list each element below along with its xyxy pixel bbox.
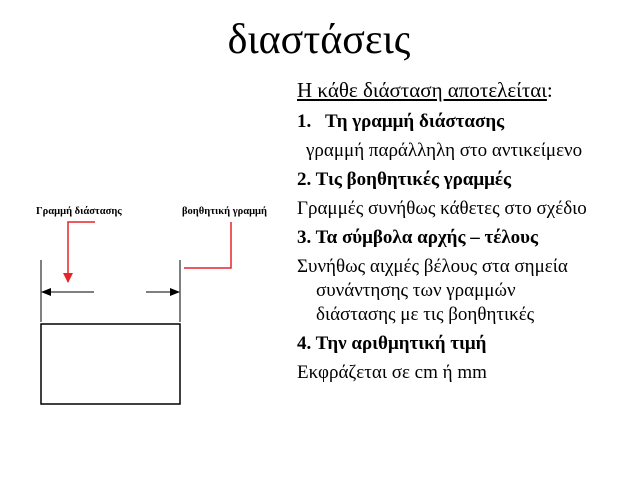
dimension-diagram bbox=[0, 0, 290, 420]
item1-number: 1. bbox=[297, 111, 312, 132]
label-dimension-line: Γραμμή διάστασης bbox=[36, 206, 122, 217]
intro-line bbox=[297, 77, 635, 110]
item3-description-line3: διάστασης με τις βοηθητικές bbox=[316, 304, 535, 325]
pointer-arrow-extension-line bbox=[184, 222, 231, 268]
item4-heading: 4. Την αριθμητική τιμή bbox=[297, 333, 487, 354]
intro-colon: : bbox=[546, 78, 553, 102]
item1-description: γραμμή παράλληλη στο αντικείμενο bbox=[306, 140, 583, 161]
item4-description: Εκφράζεται σε cm ή mm bbox=[297, 362, 487, 383]
item1-title: Τη γραμμή διάστασης bbox=[325, 111, 505, 132]
item1-heading bbox=[297, 110, 635, 139]
item3-heading: 3. Τα σύμβολα αρχής – τέλους bbox=[297, 227, 539, 248]
intro-text: Η κάθε διάσταση αποτελείται bbox=[297, 78, 547, 102]
content-text-block bbox=[297, 77, 635, 390]
item2-description: Γραμμές συνήθως κάθετες στο σχέδιο bbox=[297, 198, 587, 219]
label-extension-line: βοηθητική γραμμή bbox=[182, 206, 267, 217]
pointer-arrow-dimension-line bbox=[68, 222, 95, 282]
item3-description-line2: συνάντησης των γραμμών bbox=[316, 280, 516, 301]
item3-description-line1: Συνήθως αιχμές βέλους στα σημεία bbox=[297, 256, 568, 277]
drawn-object-rectangle bbox=[41, 324, 180, 404]
slide-title: διαστάσεις bbox=[227, 17, 411, 63]
item2-heading: 2. Τις βοηθητικές γραμμές bbox=[297, 169, 512, 190]
